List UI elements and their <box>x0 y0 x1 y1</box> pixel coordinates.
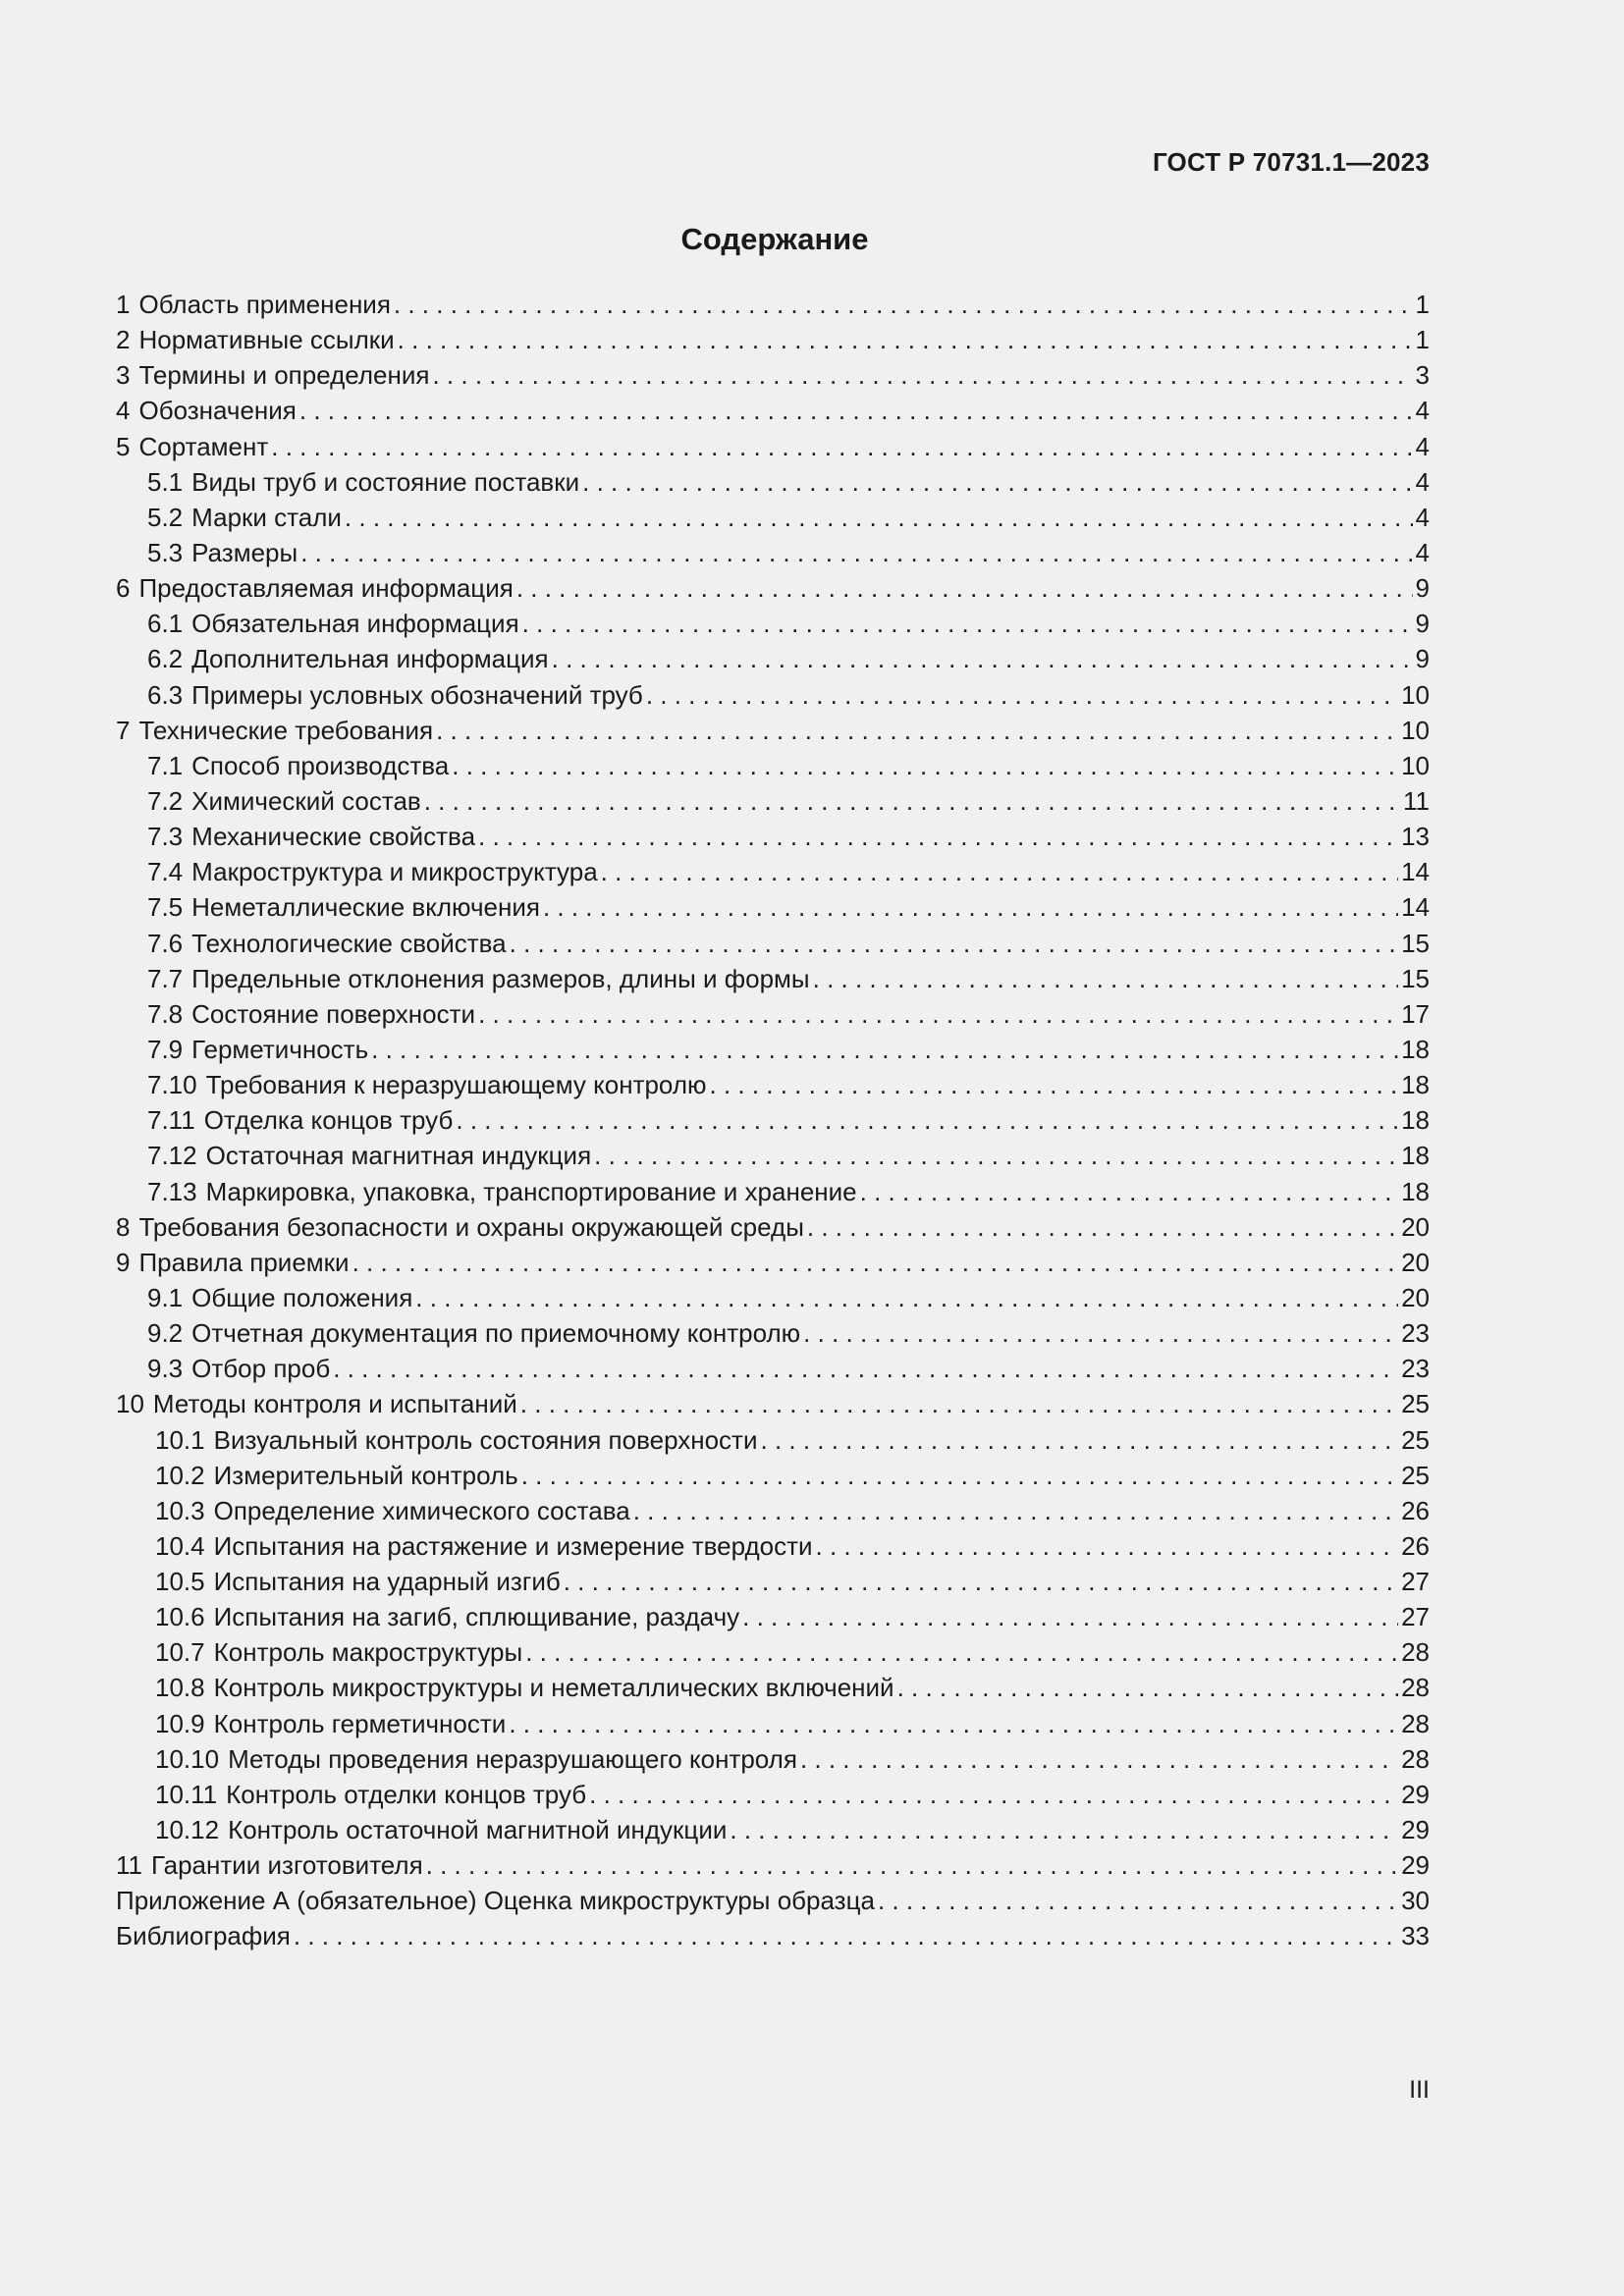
toc-dot-leader <box>633 1493 1398 1528</box>
toc-entry-number: 8 <box>116 1211 131 1242</box>
toc-entry-page: 27 <box>1401 1602 1430 1632</box>
toc-entry-number: 7.12 <box>147 1141 197 1171</box>
toc-entry-label <box>116 713 433 748</box>
toc-entry[interactable] <box>116 1067 1430 1102</box>
toc-dot-leader <box>521 1458 1398 1493</box>
toc-entry[interactable] <box>116 1351 1430 1386</box>
toc-entry-text: Размеры <box>191 537 298 567</box>
toc-entry-page: 15 <box>1401 928 1430 958</box>
toc-entry-page: 14 <box>1401 892 1430 923</box>
toc-entry[interactable] <box>116 961 1430 996</box>
toc-entry-label <box>155 1812 727 1847</box>
toc-dot-leader <box>300 535 1412 570</box>
toc-dot-leader <box>710 1067 1399 1102</box>
toc-entry-text: Испытания на растяжение и измерение твердости <box>213 1530 813 1561</box>
toc-entry-number: 6 <box>116 573 131 604</box>
toc-dot-leader <box>432 357 1412 393</box>
toc-dot-leader <box>478 819 1398 854</box>
toc-entry-page: 23 <box>1401 1354 1430 1384</box>
toc-entry[interactable] <box>116 1386 1430 1421</box>
toc-entry-page: 28 <box>1401 1708 1430 1738</box>
toc-entry-page: 3 <box>1415 360 1430 391</box>
toc-entry[interactable] <box>116 1812 1430 1847</box>
toc-entry-text: Библиография <box>116 1921 291 1951</box>
toc-dot-leader <box>730 1812 1398 1847</box>
toc-dot-leader <box>807 1209 1398 1245</box>
toc-entry-number: 7.10 <box>147 1070 197 1100</box>
toc-entry-page: 4 <box>1415 396 1430 426</box>
toc-dot-leader <box>525 1634 1398 1670</box>
toc-entry[interactable] <box>116 1883 1430 1918</box>
toc-entry-number: 10.3 <box>155 1495 205 1525</box>
toc-entry-page: 29 <box>1401 1815 1430 1845</box>
toc-entry[interactable] <box>116 889 1430 925</box>
toc-entry-label <box>147 1351 330 1386</box>
toc-entry-label <box>147 783 421 819</box>
toc-entry-label <box>147 926 507 961</box>
toc-entry-text: Механические свойства <box>191 822 476 852</box>
toc-entry-text: Отбор проб <box>191 1354 331 1384</box>
toc-entry-label <box>155 1670 894 1705</box>
toc-dot-leader <box>813 961 1398 996</box>
toc-entry[interactable] <box>116 393 1430 428</box>
toc-entry[interactable] <box>116 1670 1430 1705</box>
toc-entry-label <box>155 1599 739 1634</box>
toc-dot-leader <box>742 1599 1398 1634</box>
toc-entry-number: 10.2 <box>155 1460 205 1490</box>
toc-entry-number: 10.11 <box>155 1779 218 1809</box>
toc-entry-page: 28 <box>1401 1743 1430 1774</box>
toc-entry-text: Термины и определения <box>138 360 430 391</box>
toc-entry-label <box>155 1706 506 1741</box>
toc-entry-text: Сортамент <box>138 431 269 461</box>
toc-entry-label <box>155 1634 522 1670</box>
toc-entry-text: Неметаллические включения <box>191 892 540 923</box>
toc-dot-leader <box>510 926 1398 961</box>
toc-dot-leader <box>594 1138 1398 1173</box>
toc-dot-leader <box>478 996 1398 1032</box>
toc-entry-number: 7.7 <box>147 963 184 993</box>
toc-dot-leader <box>294 1918 1398 1953</box>
toc-entry[interactable] <box>116 1564 1430 1599</box>
toc-entry-text: Марки стали <box>191 502 342 532</box>
toc-entry[interactable] <box>116 1918 1430 1953</box>
toc-entry-text: Технические требования <box>138 715 434 745</box>
toc-entry[interactable] <box>116 926 1430 961</box>
toc-dot-leader <box>878 1883 1398 1918</box>
toc-entry-text: Отделка концов труб <box>203 1105 454 1136</box>
toc-entry-page: 18 <box>1401 1141 1430 1171</box>
toc-entry-page: 4 <box>1415 502 1430 532</box>
toc-entry-label <box>147 464 579 500</box>
toc-entry-page: 1 <box>1415 325 1430 355</box>
toc-entry-label <box>147 1032 368 1067</box>
toc-entry-number: 10.8 <box>155 1673 205 1703</box>
toc-entry-text: Виды труб и состояние поставки <box>191 466 580 497</box>
toc-entry-page: 9 <box>1415 573 1430 604</box>
toc-entry-text: Остаточная магнитная индукция <box>205 1141 592 1171</box>
toc-entry-page: 10 <box>1401 679 1430 710</box>
toc-entry[interactable] <box>116 819 1430 854</box>
toc-entry-number: 5.1 <box>147 466 184 497</box>
toc-entry-number: 10.5 <box>155 1567 205 1597</box>
toc-entry-text: Контроль макроструктуры <box>213 1637 523 1668</box>
toc-entry-label <box>147 1315 800 1351</box>
toc-entry-page: 4 <box>1415 466 1430 497</box>
toc-dot-leader <box>800 1741 1398 1777</box>
toc-entry-label <box>147 961 810 996</box>
toc-entry-page: 25 <box>1401 1389 1430 1419</box>
toc-entry-page: 33 <box>1401 1921 1430 1951</box>
toc-entry[interactable] <box>116 357 1430 393</box>
toc-entry-text: Примеры условных обозначений труб <box>191 679 643 710</box>
toc-entry-number: 6.3 <box>147 679 184 710</box>
toc-dot-leader <box>299 393 1413 428</box>
toc-entry-text: Испытания на ударный изгиб <box>213 1567 561 1597</box>
toc-entry-number: 10.12 <box>155 1815 220 1845</box>
toc-dot-leader <box>333 1351 1398 1386</box>
toc-dot-leader <box>352 1245 1399 1280</box>
toc-entry[interactable] <box>116 1280 1430 1315</box>
toc-entry-label <box>147 1280 412 1315</box>
toc-entry-number: 9.1 <box>147 1282 184 1312</box>
toc-entry-page: 18 <box>1401 1034 1430 1064</box>
toc-dot-leader <box>456 1102 1398 1138</box>
toc-entry-number: 9.2 <box>147 1318 184 1349</box>
toc-dot-leader <box>345 500 1413 535</box>
toc-entry-number: 5.2 <box>147 502 184 532</box>
toc-entry-number: 7.11 <box>147 1105 195 1136</box>
toc-dot-leader <box>564 1564 1398 1599</box>
toc-entry-number: 7.4 <box>147 857 184 887</box>
toc-entry[interactable] <box>116 1032 1430 1067</box>
toc-entry-page: 18 <box>1401 1105 1430 1136</box>
toc-entry-text: Способ производства <box>191 750 450 780</box>
toc-entry-label <box>116 1245 350 1280</box>
toc-dot-leader <box>552 641 1413 676</box>
toc-entry-label <box>147 606 519 641</box>
toc-dot-leader <box>520 1386 1398 1421</box>
toc-entry-number: 9 <box>116 1247 131 1277</box>
toc-entry[interactable] <box>116 1209 1430 1245</box>
toc-entry-label <box>155 1741 797 1777</box>
toc-entry-number: 7.6 <box>147 928 184 958</box>
toc-entry-text: Отчетная документация по приемочному контролю <box>191 1318 801 1349</box>
toc-entry-page: 1 <box>1415 290 1430 319</box>
toc-entry-page: 13 <box>1401 822 1430 852</box>
toc-dot-leader <box>761 1422 1399 1458</box>
toc-entry-number: 10.7 <box>155 1637 205 1668</box>
toc-entry-page: 27 <box>1401 1567 1430 1597</box>
toc-entry-label <box>147 1102 453 1138</box>
toc-dot-leader <box>415 1280 1398 1315</box>
toc-entry[interactable] <box>116 783 1430 819</box>
toc-entry-label <box>147 535 298 570</box>
toc-entry-number: 10.4 <box>155 1530 205 1561</box>
toc-entry-text: Дополнительная информация <box>191 644 549 674</box>
toc-entry[interactable] <box>116 287 1430 322</box>
toc-entry-label <box>147 1067 707 1102</box>
toc-entry-number: 4 <box>116 396 131 426</box>
toc-entry-label <box>147 641 549 676</box>
toc-entry-text: Нормативные ссылки <box>138 325 395 355</box>
toc-entry-page: 20 <box>1401 1211 1430 1242</box>
toc-entry-label <box>116 287 391 322</box>
toc-entry-text: Определение химического состава <box>213 1495 630 1525</box>
toc-entry-text: Визуальный контроль состояния поверхности <box>213 1424 758 1455</box>
toc-entry[interactable] <box>116 854 1430 889</box>
toc-entry-page: 29 <box>1401 1779 1430 1809</box>
toc-dot-leader <box>860 1174 1398 1209</box>
toc-entry-label <box>147 889 540 925</box>
toc-dot-leader <box>601 854 1398 889</box>
toc-entry-label <box>155 1493 630 1528</box>
toc-entry[interactable] <box>116 1741 1430 1777</box>
toc-dot-leader <box>452 748 1398 783</box>
toc-entry-number: 10.1 <box>155 1424 205 1455</box>
toc-entry-page: 25 <box>1401 1460 1430 1490</box>
toc-entry[interactable] <box>116 1634 1430 1670</box>
toc-dot-leader <box>371 1032 1398 1067</box>
toc-entry-page: 26 <box>1401 1530 1430 1561</box>
toc-entry-page: 20 <box>1401 1282 1430 1312</box>
toc-entry-number: 9.3 <box>147 1354 184 1384</box>
toc-entry-text: Правила приемки <box>138 1247 350 1277</box>
toc-entry-text: Требования безопасности и охраны окружающей среды <box>138 1211 804 1242</box>
toc-entry[interactable] <box>116 1847 1430 1883</box>
toc-dot-leader <box>816 1528 1399 1564</box>
toc-dot-leader <box>646 677 1398 713</box>
toc-entry[interactable] <box>116 464 1430 500</box>
toc-entry[interactable] <box>116 713 1430 748</box>
toc-dot-leader <box>897 1670 1398 1705</box>
toc-entry-number: 6.2 <box>147 644 184 674</box>
toc-entry-page: 23 <box>1401 1318 1430 1349</box>
toc-dot-leader <box>424 783 1400 819</box>
toc-entry-number: 7.8 <box>147 998 184 1029</box>
toc-entry-label <box>147 500 342 535</box>
toc-entry-text: Приложение А (обязательное) Оценка микроструктуры образца <box>116 1886 875 1916</box>
toc-entry-number: 10.10 <box>155 1743 220 1774</box>
toc-entry-label <box>116 570 514 606</box>
toc-entry-label <box>116 1847 423 1883</box>
toc-entry[interactable] <box>116 429 1430 464</box>
toc-entry[interactable] <box>116 1706 1430 1741</box>
toc-entry[interactable] <box>116 677 1430 713</box>
toc-entry-page: 4 <box>1415 431 1430 461</box>
toc-dot-leader <box>271 429 1412 464</box>
toc-entry[interactable] <box>116 1102 1430 1138</box>
toc-dot-leader <box>543 889 1398 925</box>
toc-entry-text: Обязательная информация <box>191 609 519 639</box>
toc-entry-label <box>147 677 643 713</box>
toc-entry-page: 28 <box>1401 1637 1430 1668</box>
toc-entry-text: Обозначения <box>138 396 297 426</box>
toc-entry-page: 26 <box>1401 1495 1430 1525</box>
toc-entry-text: Предоставляемая информация <box>138 573 514 604</box>
toc-dot-leader <box>803 1315 1398 1351</box>
toc-entry-number: 7.13 <box>147 1176 197 1206</box>
toc-entry-page: 18 <box>1401 1070 1430 1100</box>
toc-entry-label <box>116 429 268 464</box>
toc-entry-text: Макроструктура и микроструктура <box>191 857 598 887</box>
toc-entry-page: 30 <box>1401 1886 1430 1916</box>
toc-entry-text: Методы контроля и испытаний <box>152 1389 517 1419</box>
toc-entry-text: Состояние поверхности <box>191 998 476 1029</box>
toc-entry-text: Общие положения <box>191 1282 413 1312</box>
toc-entry-label <box>116 1918 291 1953</box>
toc-entry[interactable] <box>116 322 1430 357</box>
toc-entry-number: 3 <box>116 360 131 391</box>
toc-entry[interactable] <box>116 1777 1430 1812</box>
toc-entry-text: Предельные отклонения размеров, длины и формы <box>191 963 810 993</box>
toc-entry[interactable] <box>116 606 1430 641</box>
toc-entry-number: 7.3 <box>147 822 184 852</box>
toc-entry-label <box>155 1528 813 1564</box>
toc-entry-label <box>155 1564 561 1599</box>
toc-entry[interactable] <box>116 1493 1430 1528</box>
toc-entry-number: 6.1 <box>147 609 184 639</box>
document-code: ГОСТ Р 70731.1—2023 <box>1152 147 1430 177</box>
toc-dot-leader <box>522 606 1413 641</box>
toc-entry-page: 20 <box>1401 1247 1430 1277</box>
toc-dot-leader <box>426 1847 1398 1883</box>
toc-entry-number: 7 <box>116 715 131 745</box>
toc-entry-text: Область применения <box>138 290 391 319</box>
toc-entry-label <box>155 1422 758 1458</box>
toc-entry-page: 17 <box>1401 998 1430 1029</box>
toc-dot-leader <box>509 1706 1398 1741</box>
toc-entry-page: 25 <box>1401 1424 1430 1455</box>
toc-entry[interactable] <box>116 1174 1430 1209</box>
toc-entry-page: 18 <box>1401 1176 1430 1206</box>
toc-entry-text: Маркировка, упаковка, транспортирование и хранение <box>205 1176 857 1206</box>
toc-entry-number: 2 <box>116 325 131 355</box>
toc-entry-text: Контроль отделки концов труб <box>226 1779 587 1809</box>
toc-entry[interactable] <box>116 1315 1430 1351</box>
toc-entry[interactable] <box>116 1245 1430 1280</box>
toc-entry-text: Технологические свойства <box>191 928 507 958</box>
toc-entry-number: 5 <box>116 431 131 461</box>
toc-title: Содержание <box>680 222 869 256</box>
toc-entry-number: 1 <box>116 290 131 319</box>
toc-entry-label <box>147 748 449 783</box>
toc-entry-text: Химический состав <box>191 785 421 816</box>
toc-entry[interactable] <box>116 641 1430 676</box>
toc-entry-number: 10.9 <box>155 1708 205 1738</box>
toc-entry-text: Гарантии изготовителя <box>151 1850 423 1881</box>
toc-entry-page: 28 <box>1401 1673 1430 1703</box>
toc-entry-page: 4 <box>1415 537 1430 567</box>
toc-entry-page: 10 <box>1401 715 1430 745</box>
toc-entry[interactable] <box>116 1599 1430 1634</box>
toc-entry-text: Контроль микроструктуры и неметаллических включений <box>213 1673 894 1703</box>
toc-entry-number: 11 <box>116 1850 142 1881</box>
toc-entry[interactable] <box>116 996 1430 1032</box>
page-number: III <box>1409 2076 1430 2104</box>
toc-entry-label <box>147 1138 591 1173</box>
toc-entry-number: 10 <box>116 1389 144 1419</box>
toc-entry-label <box>116 1883 875 1918</box>
toc-dot-leader <box>398 322 1413 357</box>
toc-entry[interactable] <box>116 1138 1430 1173</box>
toc-dot-leader <box>582 464 1412 500</box>
toc-entry-text: Измерительный контроль <box>213 1460 518 1490</box>
toc-entry-page: 29 <box>1401 1850 1430 1881</box>
table-of-contents <box>116 287 1430 1954</box>
toc-entry-page: 14 <box>1401 857 1430 887</box>
toc-entry-text: Контроль герметичности <box>213 1708 507 1738</box>
toc-entry[interactable] <box>116 1528 1430 1564</box>
toc-entry[interactable] <box>116 535 1430 570</box>
toc-dot-leader <box>436 713 1398 748</box>
toc-entry-label <box>116 1386 517 1421</box>
toc-dot-leader <box>589 1777 1398 1812</box>
toc-entry-number: 7.5 <box>147 892 184 923</box>
toc-entry[interactable] <box>116 1422 1430 1458</box>
toc-dot-leader <box>394 287 1413 322</box>
toc-entry[interactable] <box>116 748 1430 783</box>
toc-entry-label <box>155 1458 518 1493</box>
toc-entry-label <box>147 854 598 889</box>
toc-entry[interactable] <box>116 1458 1430 1493</box>
toc-entry-number: 10.6 <box>155 1602 205 1632</box>
toc-entry[interactable] <box>116 570 1430 606</box>
toc-entry[interactable] <box>116 500 1430 535</box>
toc-entry-label <box>155 1777 586 1812</box>
toc-entry-number: 7.9 <box>147 1034 184 1064</box>
toc-entry-label <box>116 357 429 393</box>
toc-entry-page: 9 <box>1415 644 1430 674</box>
toc-entry-label <box>116 322 395 357</box>
toc-entry-page: 15 <box>1401 963 1430 993</box>
toc-entry-label <box>147 996 475 1032</box>
toc-entry-number: 7.2 <box>147 785 184 816</box>
toc-entry-number: 7.1 <box>147 750 184 780</box>
toc-entry-text: Методы проведения неразрушающего контроля <box>228 1743 797 1774</box>
toc-entry-label <box>116 393 297 428</box>
toc-entry-page: 9 <box>1415 609 1430 639</box>
toc-entry-label <box>147 819 475 854</box>
toc-entry-page: 11 <box>1403 785 1430 816</box>
toc-entry-text: Испытания на загиб, сплющивание, раздачу <box>213 1602 740 1632</box>
toc-dot-leader <box>516 570 1413 606</box>
toc-entry-text: Контроль остаточной магнитной индукции <box>228 1815 728 1845</box>
toc-entry-page: 10 <box>1401 750 1430 780</box>
toc-entry-label <box>147 1174 857 1209</box>
toc-entry-number: 5.3 <box>147 537 184 567</box>
toc-entry-label <box>116 1209 804 1245</box>
toc-entry-text: Герметичность <box>191 1034 369 1064</box>
toc-entry-text: Требования к неразрушающему контролю <box>205 1070 707 1100</box>
